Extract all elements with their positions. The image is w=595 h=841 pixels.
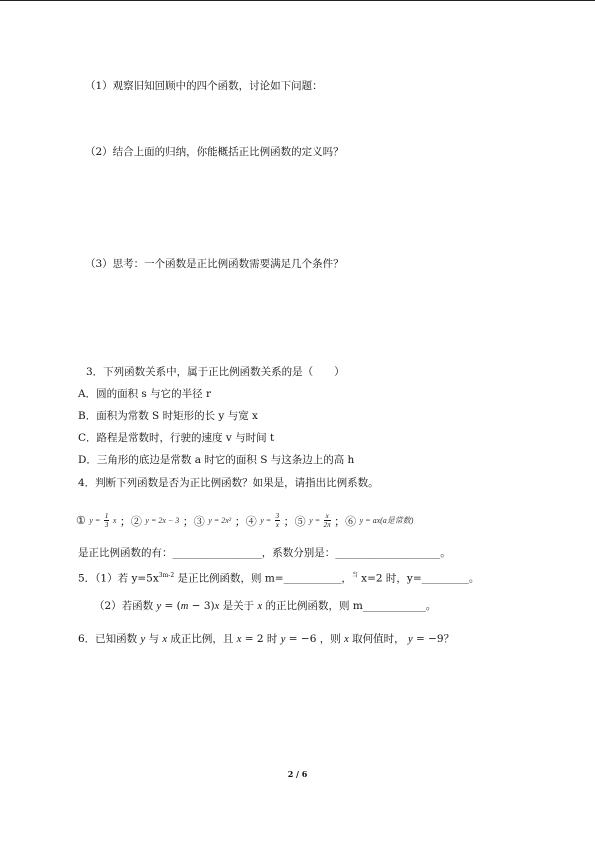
question-2: （2）结合上面的归纳，你能概括正比例函数的定义吗？ [85, 146, 344, 158]
question-3: （3）思考：一个函数是正比例函数需要满足几个条件？ [85, 258, 344, 270]
problem-6: 6．已知函数 y 与 x 成正比例，且 x = 2 时 y = −6 ，则 x 取何值时， y = −9？ [78, 633, 455, 645]
problem-5-part-1: 5．（1）若 $y=5x^{3m-2}$ 是正比例函数，则 m=___________，$^当$ x=2 时，y=_________。 [78, 572, 480, 585]
problem-5-part-2: （2）若函数 y = (m − 3)x 是关于 x 的正比例函数，则 m____________。 [94, 600, 437, 612]
problem-4-answer: 是正比例函数的有：_________________，系数分别是：____________________。 [78, 547, 451, 559]
problem-4-stem: 4．判断下列函数是否为正比例函数？如果是，请指出比例系数。 [78, 477, 379, 489]
problem-3-option-c: C．路程是常数时，行驶的速度 v 与时间 t [78, 432, 275, 444]
problem-4-formulas: ① y = $\frac{1}{3}$ x ；② y = 2x − 3 ；③ y = 2x² ；④ y = $\frac{3}{x}$ ；⑤ y = $\frac{x}{2\pi}$ ；⑥ y = ax(a是常数) [76, 512, 414, 529]
page-number: 2 / 6 [287, 769, 308, 779]
problem-3-option-a: A．圆的面积 s 与它的半径 r [78, 388, 212, 400]
problem-3-option-d: D．三角形的底边是常数 a 时它的面积 S 与这条边上的高 h [78, 454, 355, 466]
formula-5-fraction: $\frac{x}{2\pi}$ [323, 512, 331, 529]
formula-3: y = 2x² [208, 516, 232, 525]
problem-3-stem: 3．下列函数关系中，属于正比例函数关系的是（ ） [86, 366, 345, 378]
formula-4-fraction: $\frac{3}{x}$ [275, 512, 280, 529]
formula-1: y = [89, 516, 101, 525]
circled-1: ① [76, 514, 86, 527]
top-rule [0, 0, 595, 1]
question-1: （1）观察旧知回顾中的四个函数，讨论如下问题： [85, 80, 323, 92]
formula-1-fraction: $\frac{1}{3}$ [104, 512, 109, 529]
formula-6: y = ax(a是常数) [359, 516, 414, 525]
formula-2: y = 2x − 3 [145, 516, 180, 525]
problem-3-option-b: B．面积为常数 S 时矩形的长 y 与宽 x [78, 410, 258, 422]
